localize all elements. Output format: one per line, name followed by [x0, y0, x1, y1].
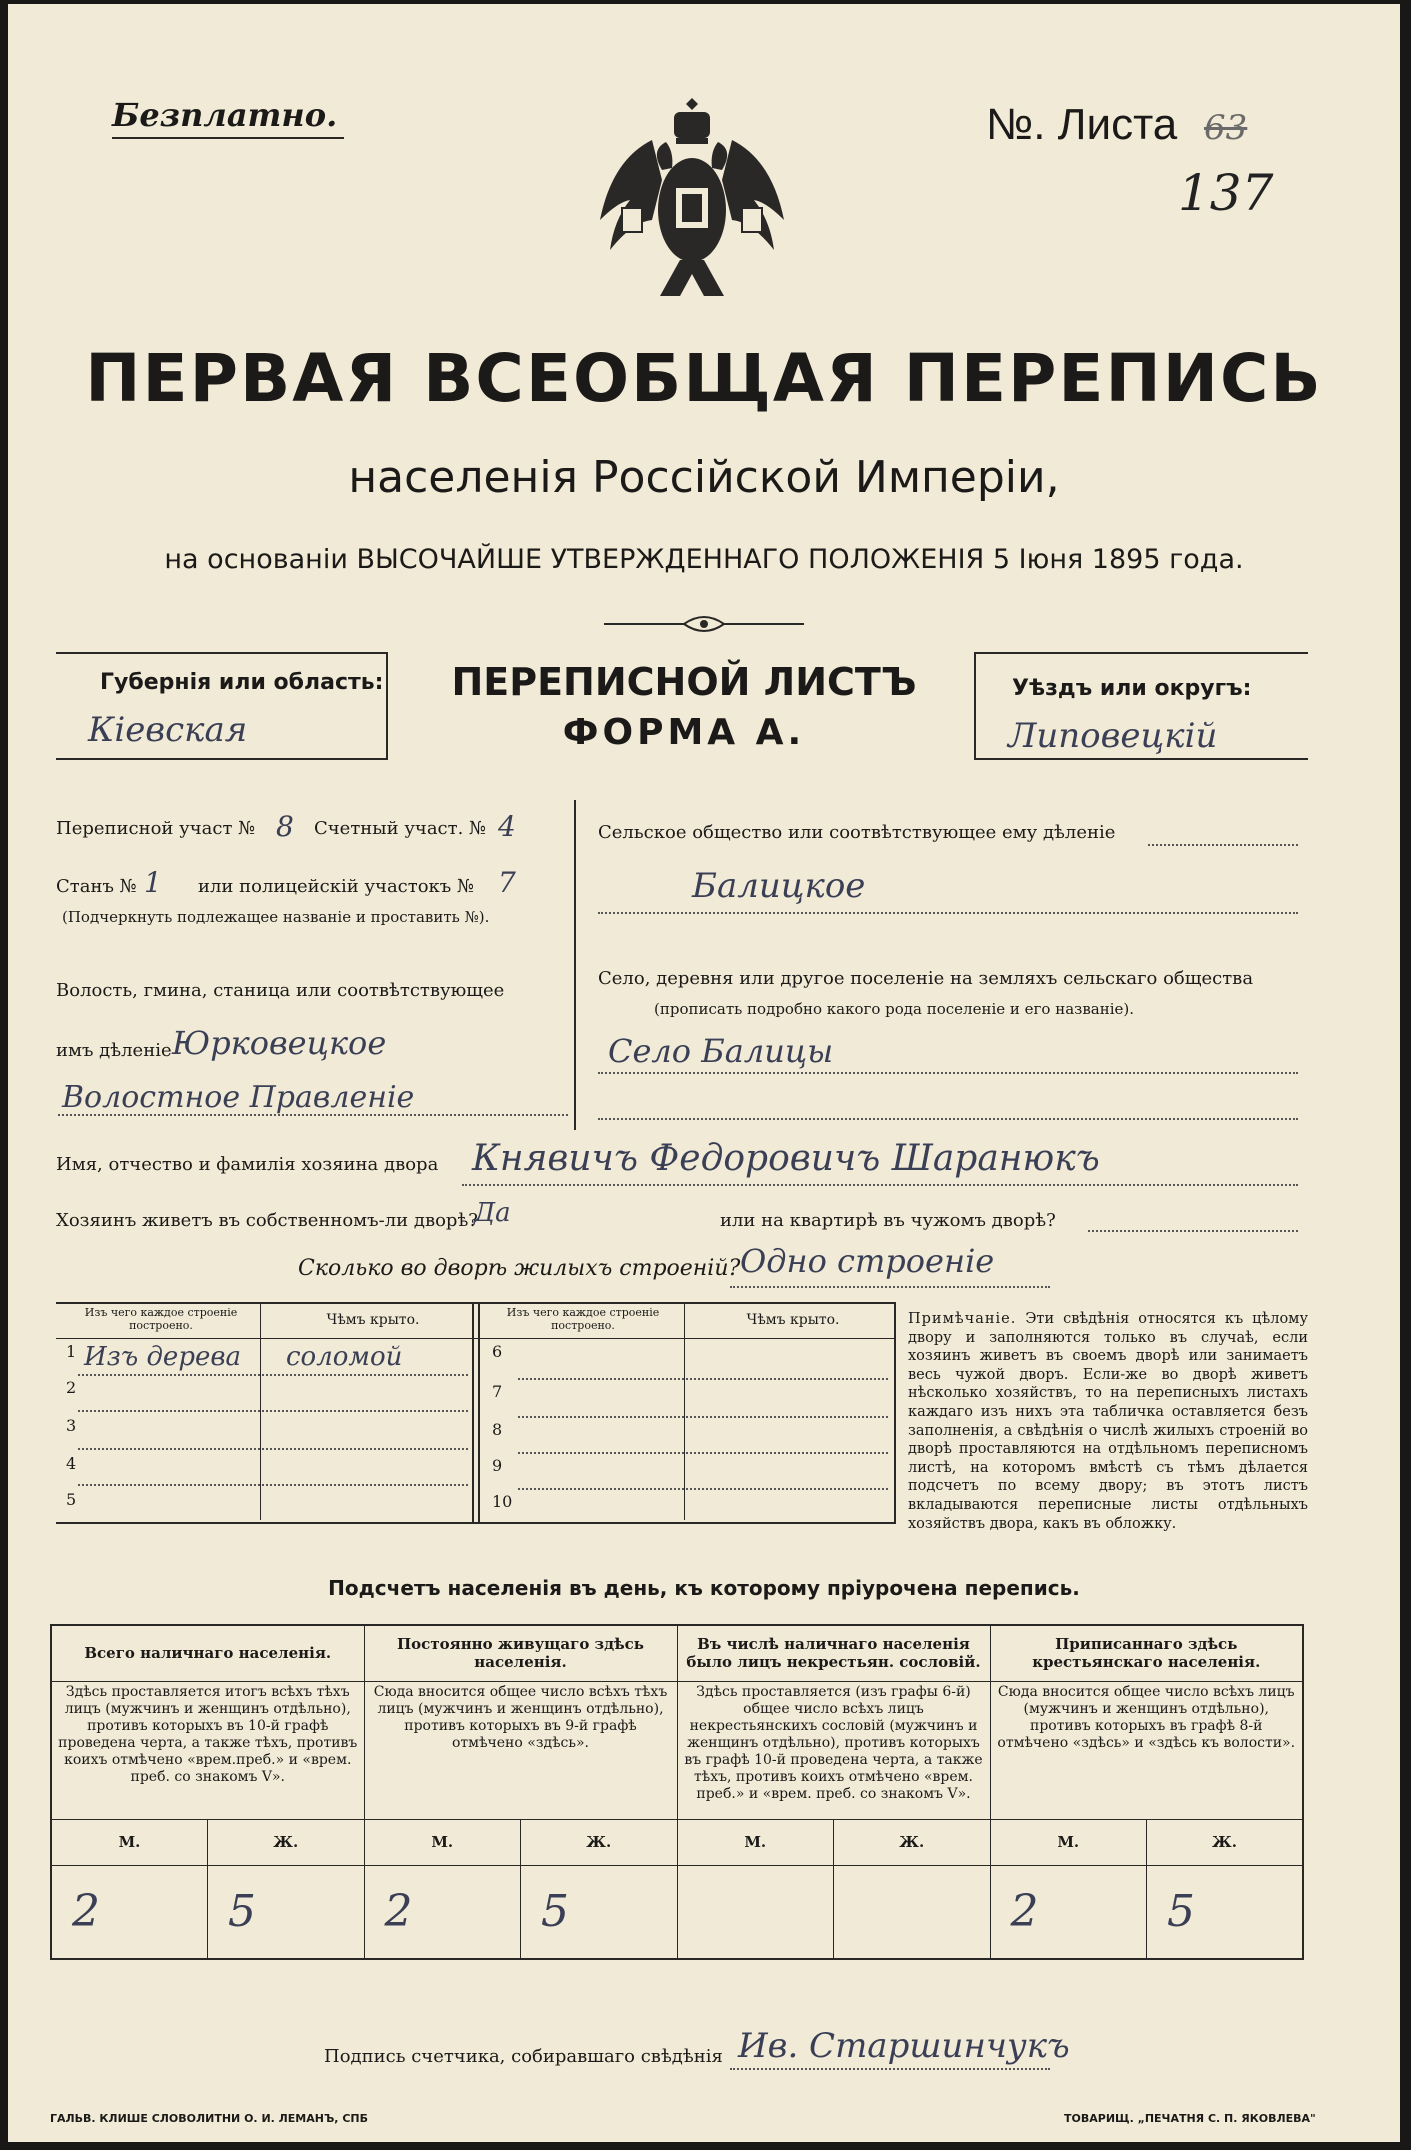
population-title: Подсчетъ населенія въ день, къ которому пріурочена перепись.	[328, 1576, 1080, 1600]
selo-label: Село, деревня или другое поселеніе на земляхъ сельскаго общества	[598, 968, 1254, 989]
form-title: ПЕРЕПИСНОЙ ЛИСТЪ	[451, 660, 917, 704]
buildings-table-mid-b	[478, 1302, 480, 1522]
value-total-zh: 5	[208, 1865, 365, 1959]
census-sheet	[8, 4, 1400, 2142]
row1-roof: соломой	[286, 1342, 403, 1372]
printer-left: ГАЛЬВ. КЛИШЕ СЛОВОЛИТНИ О. И. ЛЕМАНЪ, СПБ	[50, 2112, 368, 2125]
col-m-1: М.	[51, 1819, 208, 1865]
gubernia-label: Губернія или область:	[100, 670, 384, 695]
value-permanent-zh: 5	[521, 1865, 678, 1959]
obshchestvo-dotted-line	[1148, 844, 1298, 846]
signature-label: Подпись счетчика, собиравшаго свѣдѣнія	[324, 2046, 723, 2067]
owner-or-line	[1088, 1230, 1298, 1232]
schet-label: Счетный участ. №	[314, 818, 487, 839]
population-note-nonpeasant: Здѣсь проставляется (изъ графы 6-й) общее число всѣхъ лицъ некрестьянскихъ сословій (мужчинъ и женщинъ отдѣльно), противъ которыхъ въ графѣ 10-й проведена черта, а также тѣхъ, противъ коихъ отмѣчено «врем. преб.» и «врем. преб. со знакомъ V».	[677, 1681, 990, 1819]
center-divider	[574, 800, 576, 1130]
schet-value: 4	[498, 810, 516, 843]
buildings-col1-header-left: Изъ чего каждое строеніе построено.	[84, 1306, 238, 1332]
buildings-line	[730, 1286, 1050, 1288]
police-label: или полицейскій участокъ №	[198, 876, 475, 897]
population-note-permanent: Сюда вносится общее число всѣхъ тѣхъ лицъ (мужчинъ и женщинъ отдѣльно), противъ которыхъ въ 9-й графѣ отмѣчено «здѣсь».	[364, 1681, 677, 1819]
value-nonpeasant-m	[677, 1865, 834, 1959]
buildings-col1-header-right: Изъ чего каждое строеніе построено.	[506, 1306, 660, 1332]
volost-value-line2: Волостное Правленіе	[62, 1080, 415, 1115]
row-number-10: 10	[492, 1492, 513, 1511]
imya-delenie-label: имъ дѣленіе	[56, 1040, 172, 1061]
col-m-3: М.	[677, 1819, 834, 1865]
form-a-label: ФОРМА А.	[562, 712, 806, 753]
owner-or-label: или на квартирѣ въ чужомъ дворѣ?	[720, 1210, 1056, 1231]
signature-value: Ив. Старшинчукъ	[738, 2026, 1070, 2066]
row-line-4	[78, 1484, 468, 1486]
remark-label: Примѣчаніе.	[908, 1311, 1017, 1327]
buildings-header-line	[56, 1338, 896, 1339]
imperial-eagle-emblem	[592, 90, 792, 310]
police-value: 7	[498, 866, 516, 899]
printer-right: ТОВАРИЩ. „ПЕЧАТНЯ С. П. ЯКОВЛЕВА"	[1064, 2112, 1316, 2125]
uezd-label: Уѣздъ или округъ:	[1012, 676, 1252, 701]
sheet-number-old: 63	[1204, 108, 1248, 148]
row-number-1: 1	[66, 1342, 77, 1361]
volost-value-line1: Юрковецкое	[172, 1024, 387, 1062]
ornament-divider	[604, 612, 804, 636]
population-header-permanent: Постоянно живущаго здѣсь населенія.	[364, 1625, 677, 1681]
buildings-col2-header-left: Чѣмъ крыто.	[326, 1312, 420, 1328]
row-number-4: 4	[66, 1454, 77, 1473]
stan-value: 1	[144, 866, 162, 899]
selo-value: Село Балицы	[608, 1032, 834, 1070]
stan-label: Станъ №	[56, 876, 137, 897]
value-nonpeasant-zh	[834, 1865, 991, 1959]
col-zh-1: Ж.	[208, 1819, 365, 1865]
buildings-value: Одно строеніе	[740, 1242, 995, 1280]
col-zh-3: Ж.	[834, 1819, 991, 1865]
row-number-7: 7	[492, 1382, 503, 1401]
population-note-total: Здѣсь проставляется итогъ всѣхъ тѣхъ лицъ (мужчинъ и женщинъ отдѣльно), противъ которыхъ въ 10-й графѣ проведена черта, а также тѣхъ, противъ коихъ отмѣчено «врем.преб.» и «врем. преб. со знакомъ V».	[51, 1681, 364, 1819]
census-basis: на основаніи ВЫСОЧАЙШЕ УТВЕРЖДЕННАГО ПОЛОЖЕНІЯ 5 Іюня 1895 года.	[164, 544, 1244, 575]
remark-text: Эти свѣдѣнія относятся къ цѣлому двору и заполняются только въ случаѣ, если хозяинъ живетъ въ своемъ дворѣ или занимаетъ весь чужой дворъ. Если-же во дворѣ живетъ нѣсколько хозяйствъ, то на переписныхъ листахъ каждаго изъ нихъ эта табличка оставляется безъ заполненія, а свѣдѣнія о числѣ жилыхъ строеній во дворѣ проставляются на отдѣльномъ переписномъ листѣ, на которомъ вмѣстѣ съ тѣмъ дѣлается подсчетъ по всему двору; въ этотъ листъ вкладываются переписные листы отдѣльныхъ хозяйствъ двора, какъ въ обложку.	[908, 1311, 1308, 1532]
buildings-label: Сколько во дворѣ жилыхъ строеній?	[298, 1256, 741, 1281]
row-number-5: 5	[66, 1490, 77, 1509]
row-line-9	[518, 1488, 888, 1490]
uchast-value: 8	[276, 810, 294, 843]
value-peasant-m: 2	[990, 1865, 1147, 1959]
signature-line	[730, 2068, 1050, 2070]
row-line-6	[518, 1378, 888, 1380]
selo-value-line	[598, 1072, 1298, 1074]
value-permanent-m: 2	[364, 1865, 521, 1959]
col-m-2: М.	[364, 1819, 521, 1865]
sheet-number-value: 137	[1178, 164, 1274, 222]
obshchestvo-value: Балицкое	[692, 866, 866, 906]
row-number-3: 3	[66, 1416, 77, 1435]
owner-lives-value: Да	[474, 1198, 511, 1228]
population-note-peasant: Сюда вносится общее число всѣхъ лицъ (мужчинъ и женщинъ отдѣльно), противъ которыхъ въ графѣ 8-й отмѣчено «здѣсь» и «здѣсь къ волости».	[990, 1681, 1303, 1819]
row-line-7	[518, 1416, 888, 1418]
col-m-4: М.	[990, 1819, 1147, 1865]
population-header-peasant: Приписаннаго здѣсь крестьянскаго населенія.	[990, 1625, 1303, 1681]
row-number-8: 8	[492, 1420, 503, 1439]
gubernia-value: Кіевская	[88, 710, 248, 750]
buildings-right-border	[894, 1302, 896, 1522]
population-table	[50, 1624, 1304, 1960]
census-title: ПЕРВАЯ ВСЕОБЩАЯ ПЕРЕПИСЬ	[85, 340, 1323, 417]
uezd-value: Липовецкій	[1008, 716, 1218, 756]
obshchestvo-label: Сельское общество или соотвѣтствующее ему дѣленіе	[598, 822, 1116, 843]
underline-note: (Подчеркнуть подлежащее названіе и проставить №).	[62, 908, 490, 926]
row-number-6: 6	[492, 1342, 503, 1361]
row-line-8	[518, 1452, 888, 1454]
free-label: Безплатно.	[112, 96, 338, 134]
selo-note: (прописать подробно какого рода поселеніе и его названіе).	[654, 1000, 1134, 1018]
col-zh-2: Ж.	[521, 1819, 678, 1865]
row-line-3	[78, 1448, 468, 1450]
value-peasant-zh: 5	[1147, 1865, 1304, 1959]
buildings-table	[56, 1302, 896, 1524]
owner-name-label: Имя, отчество и фамилія хозяина двора	[56, 1154, 439, 1175]
buildings-table-mid-a	[472, 1302, 474, 1522]
selo-extra-line	[598, 1118, 1298, 1120]
population-header-nonpeasant: Въ числѣ наличнаго населенія было лицъ некрестьян. сословій.	[677, 1625, 990, 1681]
owner-name-value: Княвичъ Федоровичъ Шаранюкъ	[472, 1138, 1100, 1179]
sheet-number-label: №. Листа	[986, 100, 1178, 149]
row-line-2	[78, 1410, 468, 1412]
row-number-2: 2	[66, 1378, 77, 1397]
buildings-col2-header-right: Чѣмъ крыто.	[746, 1312, 840, 1328]
row-number-9: 9	[492, 1456, 503, 1475]
remark	[908, 1310, 1308, 1533]
value-total-m: 2	[51, 1865, 208, 1959]
population-header-total: Всего наличнаго населенія.	[51, 1625, 364, 1681]
row1-material: Изъ дерева	[84, 1342, 241, 1372]
col-zh-4: Ж.	[1147, 1819, 1304, 1865]
owner-lives-label: Хозяинъ живетъ въ собственномъ-ли дворѣ?	[56, 1210, 478, 1231]
uchast-label: Переписной участ №	[56, 818, 256, 839]
row-line-1	[78, 1374, 468, 1376]
volost-label: Волость, гмина, станица или соотвѣтствующее	[56, 980, 505, 1001]
free-underline	[112, 137, 344, 139]
obshchestvo-value-line	[598, 912, 1298, 914]
owner-name-line	[462, 1184, 1298, 1186]
census-subtitle: населенія Россійской Имперіи,	[348, 452, 1060, 503]
